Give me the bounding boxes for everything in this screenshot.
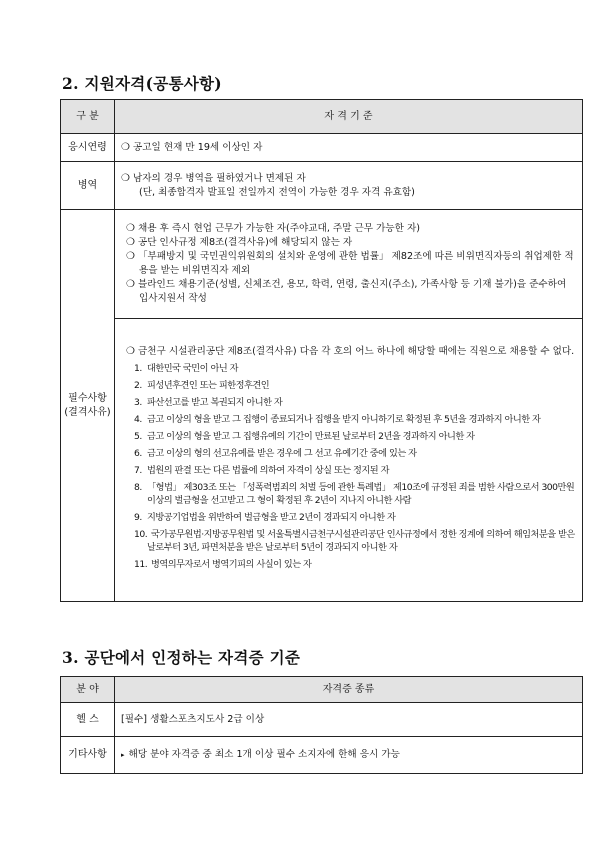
other-value: 해당 분야 자격증 중 최소 1개 이상 필수 소지자에 한해 응시 가능 — [128, 749, 400, 760]
required-item: ❍ 공단 인사규정 제8조(결격사유)에 해당되지 않는 자 — [126, 237, 353, 248]
list-item: 10. 국가공무원법·지방공무원법 및 서울특별시금천구시설관리공단 인사규정에서 정한 징계에 의하여 해임처분을 받은 날로부터 3년, 파면처분을 받은 날로부터 5년이 경과되지 아니한 자 — [134, 529, 575, 553]
required-item: ❍ 블라인드 채용기준(성별, 신체조건, 용모, 학력, 연령, 출신지(주소), 가족사항 등 기재 불가)을 준수하여 입사지원서 작성 — [126, 279, 567, 304]
certificate-table — [60, 676, 583, 774]
health-label: 헬 스 — [61, 703, 115, 737]
eligibility-table — [60, 99, 583, 602]
circle-bullet-icon: ❍ — [126, 251, 135, 262]
required-label: 필수사항 (결격사유) — [61, 210, 115, 602]
circle-bullet-icon: ❍ — [126, 237, 135, 248]
military-note: (단, 최종합격자 발표일 전일까지 전역이 가능한 경우 자격 유효함) — [139, 186, 415, 198]
section2-title: 2. 지원자격(공통사항) — [62, 74, 222, 93]
health-value: [필수] 생활스포츠지도사 2급 이상 — [115, 703, 583, 737]
header-criteria: 자 격 기 준 — [115, 100, 583, 134]
circle-bullet-icon: ❍ — [121, 141, 130, 153]
other-label: 기타사항 — [61, 737, 115, 774]
list-item: 4. 금고 이상의 형을 받고 그 집행이 종료되거나 집행을 받지 아니하기로 확정된 후 5년을 경과하지 아니한 자 — [134, 414, 541, 425]
triangle-bullet-icon: ▸ — [121, 751, 125, 759]
disqualification-list — [121, 362, 576, 571]
list-item: 11. 병역의무자로서 병역기피의 사실이 있는 자 — [134, 559, 312, 570]
header-field: 분 야 — [61, 677, 115, 703]
list-item: 8. 「형법」 제303조 또는 「성폭력범죄의 처벌 등에 관한 특례법」 제10조에 규정된 죄를 범한 사람으로서 300만원 이상의 벌금형을 선고받고 그 형이 확정된 후 2년이 지나지 아니한 사람 — [134, 482, 575, 506]
circle-bullet-icon: ❍ — [121, 172, 130, 184]
disqualification-intro: ❍ 금천구 시설관리공단 제8조(결격사유) 다음 각 호의 어느 하나에 해당할 때에는 직원으로 채용할 수 없다. — [126, 346, 575, 357]
required-item: ❍ 「부패방지 및 국민권익위원회의 설치와 운영에 관한 법률」 제82조에 따른 비위면직자등의 취업제한 적용을 받는 비위면직자 제외 — [126, 251, 574, 276]
header-category: 구 분 — [61, 100, 115, 134]
list-item: 7. 법원의 판결 또는 다른 법률에 의하여 자격이 상실 또는 정지된 자 — [134, 465, 389, 476]
circle-bullet-icon: ❍ — [126, 279, 135, 290]
age-label: 응시연령 — [61, 134, 115, 162]
section3-title: 3. 공단에서 인정하는 자격증 기준 — [62, 648, 301, 667]
list-item: 6. 금고 이상의 형의 선고유예를 받은 경우에 그 선고 유예기간 중에 있는 자 — [134, 448, 417, 459]
circle-bullet-icon: ❍ — [126, 223, 135, 234]
list-item: 3. 파산선고를 받고 복권되지 아니한 자 — [134, 397, 283, 408]
age-item: ❍ 공고일 현재 만 19세 이상인 자 — [121, 141, 263, 153]
header-certificate-type: 자격증 종류 — [115, 677, 583, 703]
military-label: 병역 — [61, 162, 115, 210]
list-item: 5. 금고 이상의 형을 받고 그 집행유예의 기간이 만료된 날로부터 2년을 경과하지 아니한 자 — [134, 431, 475, 442]
list-item: 2. 피성년후견인 또는 피한정후견인 — [134, 380, 270, 391]
list-item: 9. 지방공기업법을 위반하여 벌금형을 받고 2년이 경과되지 아니한 자 — [134, 512, 396, 523]
list-item: 1. 대한민국 국민이 아닌 자 — [134, 363, 239, 374]
circle-bullet-icon: ❍ — [126, 346, 135, 357]
military-item: ❍ 남자의 경우 병역을 필하였거나 면제된 자 — [121, 172, 306, 184]
required-item: ❍ 채용 후 즉시 현업 근무가 가능한 자(주야교대, 주말 근무 가능한 자) — [126, 223, 420, 234]
